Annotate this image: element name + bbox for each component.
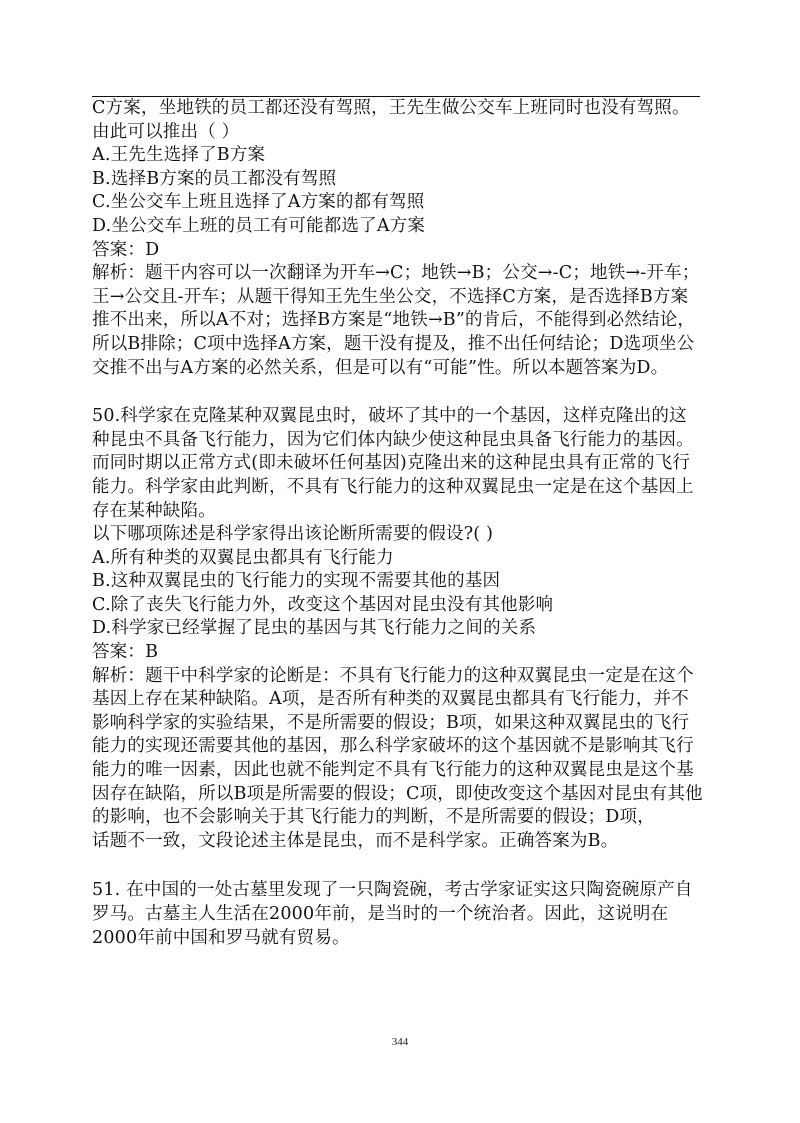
page-body bbox=[92, 97, 704, 950]
q50-option-b: B.这种双翼昆虫的飞行能力的实现不需要其他的基因 bbox=[92, 571, 501, 592]
q50-answer: 答案：B bbox=[92, 642, 159, 663]
q49-option-d: D.坐公交车上班的员工有可能都选了A方案 bbox=[92, 215, 426, 236]
q49-stem-tail: C方案，坐地铁的员工都还没有驾照，王先生做公交车上班同时也没有驾照。由此可以推出（ ） bbox=[92, 98, 690, 142]
q49-option-b: B.选择B方案的员工都没有驾照 bbox=[92, 168, 337, 189]
q50-analysis-tail: 话题不一致，文段论述主体是昆虫，而不是科学家。正确答案为B。 bbox=[92, 830, 619, 851]
q49-answer: 答案：D bbox=[92, 239, 160, 260]
page-number: 344 bbox=[391, 1036, 409, 1048]
q50-analysis: 解析：题干中科学家的论断是：不具有飞行能力的这种双翼昆虫一定是在这个基因上存在某种缺陷。A项，是否所有种类的双翼昆虫都具有飞行能力，并不影响科学家的实验结果，不是所需要的假设；B项，如果这种双翼昆虫的飞行能力的实现还需要其他的基因，那么科学家破坏的这个基因就不是影响其飞行能力的唯一因素，因此也就不能判定不具有飞行能力的这种双翼昆虫是这个基因存在缺陷，所以B项是所需要的假设；C项，即使改变这个基因对昆虫有其他的影响，也不会影响关于其飞行能力的判断，不是所需要的假设；D项， bbox=[92, 665, 703, 828]
question-50 bbox=[92, 405, 704, 853]
q49-analysis: 解析：题干内容可以一次翻译为开车→C；地铁→B；公交→-C；地铁→-开车；王→公交且-开车；从题干得知王先生坐公交，不选择C方案，是否选择B方案推不出来，所以A不对；选择B方案是“地铁→B”的肯后，不能得到必然结论，所以B排除；C项中选择A方案，题干没有提及，推不出任何结论；D选项坐公交推不出与A方案的必然关系，但是可以有“可能”性。所以本题答案为D。 bbox=[92, 263, 700, 378]
q50-stem: 50.科学家在克隆某种双翼昆虫时，破坏了其中的一个基因，这样克隆出的这种昆虫不具备飞行能力，因为它们体内缺少使这种昆虫具备飞行能力的基因。而同时期以正常方式(即未破坏任何基因)克隆出来的这种昆虫具有正常的飞行能力。科学家由此判断，不具有飞行能力的这种双翼昆虫一定是在这个基因上存在某种缺陷。 bbox=[92, 406, 694, 521]
question-51 bbox=[92, 879, 704, 950]
question-49 bbox=[92, 97, 704, 380]
q49-option-c: C.坐公交车上班且选择了A方案的都有驾照 bbox=[92, 192, 425, 213]
q50-question: 以下哪项陈述是科学家得出该论断所需要的假设?( ) bbox=[92, 524, 494, 545]
q51-stem: 51. 在中国的一处古墓里发现了一只陶瓷碗，考古学家证实这只陶瓷碗原产自罗马。古墓主人生活在2000年前，是当时的一个统治者。因此，这说明在2000年前中国和罗马就有贸易。 bbox=[92, 880, 693, 948]
q50-option-c: C.除了丧失飞行能力外，改变这个基因对昆虫没有其他影响 bbox=[92, 594, 554, 615]
q50-option-d: D.科学家已经掌握了昆虫的基因与其飞行能力之间的关系 bbox=[92, 618, 537, 639]
section-gap bbox=[92, 380, 704, 405]
section-gap bbox=[92, 853, 704, 879]
q50-option-a: A.所有种类的双翼昆虫都具有飞行能力 bbox=[92, 547, 394, 568]
q49-option-a: A.王先生选择了B方案 bbox=[92, 145, 266, 166]
